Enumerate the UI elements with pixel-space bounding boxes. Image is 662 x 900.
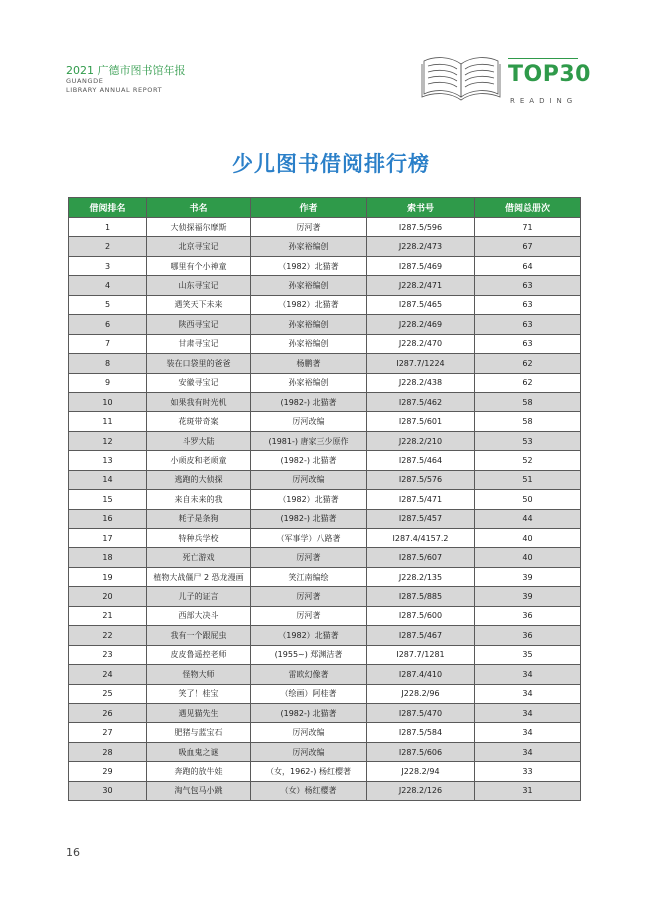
report-title: 2021 广德市图书馆年报	[66, 64, 186, 77]
cell-loans: 62	[475, 354, 581, 373]
cell-author: （女）杨红樱著	[251, 781, 367, 800]
cell-author: 孙家裕编创	[251, 237, 367, 256]
cell-title: 花斑带奇案	[147, 412, 251, 431]
cell-title: 皮皮鲁遥控老师	[147, 645, 251, 664]
table-row	[69, 218, 581, 237]
cell-call-number: I287.5/576	[367, 470, 475, 489]
cell-author: 厉河改编	[251, 412, 367, 431]
table-row	[69, 587, 581, 606]
cell-title: 吸血鬼之谜	[147, 742, 251, 761]
top30-badge: TOP30	[508, 62, 591, 87]
cell-title: 北京寻宝记	[147, 237, 251, 256]
cell-call-number: I287.5/465	[367, 295, 475, 314]
cell-rank: 15	[69, 490, 147, 509]
cell-loans: 34	[475, 703, 581, 722]
cell-call-number: I287.5/607	[367, 548, 475, 567]
cell-author: 厉河著	[251, 218, 367, 237]
cell-call-number: I287.5/457	[367, 509, 475, 528]
table-row	[69, 431, 581, 450]
table-row	[69, 451, 581, 470]
cell-rank: 4	[69, 276, 147, 295]
cell-loans: 39	[475, 587, 581, 606]
table-row	[69, 315, 581, 334]
cell-title: 逃跑的大侦探	[147, 470, 251, 489]
cell-rank: 7	[69, 334, 147, 353]
cell-rank: 20	[69, 587, 147, 606]
cell-author: （1982）北猫著	[251, 626, 367, 645]
cell-loans: 58	[475, 412, 581, 431]
cell-call-number: J228.2/94	[367, 762, 475, 781]
cell-loans: 39	[475, 567, 581, 586]
table-row	[69, 412, 581, 431]
cell-rank: 18	[69, 548, 147, 567]
cell-title: 我有一个跟屁虫	[147, 626, 251, 645]
report-header	[66, 64, 186, 95]
cell-call-number: I287.7/1224	[367, 354, 475, 373]
cell-loans: 62	[475, 373, 581, 392]
cell-call-number: J228.2/135	[367, 567, 475, 586]
cell-rank: 21	[69, 606, 147, 625]
cell-title: 甘肃寻宝记	[147, 334, 251, 353]
header-author: 作者	[251, 198, 367, 218]
cell-title: 笑了！桂宝	[147, 684, 251, 703]
cell-loans: 34	[475, 684, 581, 703]
cell-author: （1982）北猫著	[251, 295, 367, 314]
cell-call-number: I287.7/1281	[367, 645, 475, 664]
cell-call-number: I287.5/885	[367, 587, 475, 606]
cell-loans: 64	[475, 256, 581, 275]
cell-rank: 25	[69, 684, 147, 703]
cell-author: 杨鹏著	[251, 354, 367, 373]
cell-title: 耗子是条狗	[147, 509, 251, 528]
table-row	[69, 626, 581, 645]
cell-loans: 40	[475, 548, 581, 567]
cell-rank: 27	[69, 723, 147, 742]
cell-call-number: I287.5/464	[367, 451, 475, 470]
cell-rank: 22	[69, 626, 147, 645]
cell-loans: 52	[475, 451, 581, 470]
cell-title: 西部大决斗	[147, 606, 251, 625]
table-row	[69, 781, 581, 800]
table-row	[69, 470, 581, 489]
cell-author: 孙家裕编创	[251, 315, 367, 334]
cell-call-number: J228.2/471	[367, 276, 475, 295]
cell-title: 死亡游戏	[147, 548, 251, 567]
cell-author: （1982）北猫著	[251, 256, 367, 275]
cell-title: 装在口袋里的爸爸	[147, 354, 251, 373]
cell-rank: 16	[69, 509, 147, 528]
table-row	[69, 354, 581, 373]
cell-rank: 2	[69, 237, 147, 256]
cell-title: 奔跑的放牛娃	[147, 762, 251, 781]
cell-call-number: J228.2/473	[367, 237, 475, 256]
cell-loans: 33	[475, 762, 581, 781]
header-title: 书名	[147, 198, 251, 218]
cell-author: (1982-) 北猫著	[251, 451, 367, 470]
cell-loans: 71	[475, 218, 581, 237]
cell-title: 斗罗大陆	[147, 431, 251, 450]
cell-call-number: I287.4/4157.2	[367, 529, 475, 548]
cell-loans: 63	[475, 315, 581, 334]
cell-author: 笑江南编绘	[251, 567, 367, 586]
table-row	[69, 529, 581, 548]
cell-loans: 36	[475, 626, 581, 645]
header-call-number: 索书号	[367, 198, 475, 218]
cell-loans: 63	[475, 276, 581, 295]
cell-title: 安徽寻宝记	[147, 373, 251, 392]
cell-author: (1982-) 北猫著	[251, 509, 367, 528]
header-loans: 借阅总册次	[475, 198, 581, 218]
cell-author: (1982-) 北猫著	[251, 703, 367, 722]
table-row	[69, 684, 581, 703]
cell-loans: 35	[475, 645, 581, 664]
cell-title: 小顽皮和老顽童	[147, 451, 251, 470]
cell-author: 孙家裕编创	[251, 373, 367, 392]
cell-author: （绘画）阿桂著	[251, 684, 367, 703]
cell-loans: 63	[475, 295, 581, 314]
cell-call-number: I287.5/596	[367, 218, 475, 237]
cell-title: 怪物大师	[147, 665, 251, 684]
cell-loans: 67	[475, 237, 581, 256]
cell-call-number: I287.5/470	[367, 703, 475, 722]
table-row	[69, 392, 581, 411]
cell-author: 厉河改编	[251, 723, 367, 742]
cell-call-number: I287.5/469	[367, 256, 475, 275]
cell-call-number: I287.5/600	[367, 606, 475, 625]
table-row	[69, 742, 581, 761]
cell-loans: 63	[475, 334, 581, 353]
cell-author: （女，1962-) 杨红樱著	[251, 762, 367, 781]
cell-rank: 29	[69, 762, 147, 781]
cell-author: 厉河改编	[251, 470, 367, 489]
cell-title: 大侦探福尔摩斯	[147, 218, 251, 237]
table-row	[69, 762, 581, 781]
cell-author: (1981-) 唐家三少原作	[251, 431, 367, 450]
cell-author: 孙家裕编创	[251, 334, 367, 353]
table-header-row	[69, 198, 581, 218]
table-row	[69, 490, 581, 509]
cell-loans: 40	[475, 529, 581, 548]
table-row	[69, 723, 581, 742]
cell-title: 来自未来的我	[147, 490, 251, 509]
cell-loans: 50	[475, 490, 581, 509]
cell-call-number: J228.2/96	[367, 684, 475, 703]
cell-rank: 30	[69, 781, 147, 800]
cell-rank: 24	[69, 665, 147, 684]
cell-loans: 53	[475, 431, 581, 450]
cell-loans: 34	[475, 665, 581, 684]
cell-call-number: I287.5/606	[367, 742, 475, 761]
table-row	[69, 606, 581, 625]
cell-call-number: J228.2/470	[367, 334, 475, 353]
cell-title: 肥猪与蓝宝石	[147, 723, 251, 742]
cell-author: 雷欧幻像著	[251, 665, 367, 684]
table-row	[69, 509, 581, 528]
cell-rank: 9	[69, 373, 147, 392]
cell-rank: 28	[69, 742, 147, 761]
cell-author: 厉河著	[251, 587, 367, 606]
cell-call-number: J228.2/126	[367, 781, 475, 800]
cell-title: 植物大战僵尸 2 恐龙漫画	[147, 567, 251, 586]
cell-author: 孙家裕编创	[251, 276, 367, 295]
cell-loans: 36	[475, 606, 581, 625]
cell-call-number: J228.2/210	[367, 431, 475, 450]
cell-author: 厉河著	[251, 606, 367, 625]
cell-title: 淘气包马小跳	[147, 781, 251, 800]
cell-call-number: I287.4/410	[367, 665, 475, 684]
cell-author: (1982-) 北猫著	[251, 392, 367, 411]
cell-rank: 26	[69, 703, 147, 722]
cell-call-number: J228.2/438	[367, 373, 475, 392]
cell-loans: 34	[475, 742, 581, 761]
cell-title: 遇笑天下未来	[147, 295, 251, 314]
cell-rank: 11	[69, 412, 147, 431]
cell-rank: 6	[69, 315, 147, 334]
report-subtitle-line1: GUANGDE	[66, 77, 104, 85]
badge-rule	[508, 58, 578, 59]
cell-call-number: I287.5/471	[367, 490, 475, 509]
cell-author: （军事学）八路著	[251, 529, 367, 548]
cell-rank: 19	[69, 567, 147, 586]
table-row	[69, 256, 581, 275]
cell-loans: 44	[475, 509, 581, 528]
cell-rank: 13	[69, 451, 147, 470]
cell-rank: 1	[69, 218, 147, 237]
cell-author: 厉河著	[251, 548, 367, 567]
cell-title: 儿子的证言	[147, 587, 251, 606]
cell-title: 陕西寻宝记	[147, 315, 251, 334]
table-row	[69, 295, 581, 314]
cell-rank: 14	[69, 470, 147, 489]
cell-rank: 10	[69, 392, 147, 411]
report-subtitle-line2: LIBRARY ANNUAL REPORT	[66, 86, 163, 94]
cell-author: （1982）北猫著	[251, 490, 367, 509]
cell-loans: 51	[475, 470, 581, 489]
cell-title: 如果我有时光机	[147, 392, 251, 411]
reading-label: READING	[510, 97, 578, 105]
cell-title: 山东寻宝记	[147, 276, 251, 295]
cell-author: 厉河改编	[251, 742, 367, 761]
table-row	[69, 548, 581, 567]
cell-rank: 5	[69, 295, 147, 314]
table-row	[69, 645, 581, 664]
cell-rank: 17	[69, 529, 147, 548]
page-title: 少儿图书借阅排行榜	[232, 152, 430, 176]
table-row	[69, 567, 581, 586]
cell-call-number: I287.5/601	[367, 412, 475, 431]
cell-rank: 8	[69, 354, 147, 373]
cell-title: 特种兵学校	[147, 529, 251, 548]
cell-title: 哪里有个小神童	[147, 256, 251, 275]
open-book-icon	[420, 52, 502, 102]
cell-loans: 34	[475, 723, 581, 742]
cell-call-number: I287.5/467	[367, 626, 475, 645]
table-row	[69, 665, 581, 684]
table-row	[69, 237, 581, 256]
cell-call-number: I287.5/462	[367, 392, 475, 411]
page-number: 16	[66, 846, 80, 859]
cell-call-number: J228.2/469	[367, 315, 475, 334]
header-rank: 借阅排名	[69, 198, 147, 218]
cell-author: (1955~) 郑渊洁著	[251, 645, 367, 664]
table-row	[69, 276, 581, 295]
table-row	[69, 703, 581, 722]
cell-loans: 58	[475, 392, 581, 411]
table-row	[69, 334, 581, 353]
cell-title: 遇见猫先生	[147, 703, 251, 722]
cell-rank: 12	[69, 431, 147, 450]
cell-rank: 23	[69, 645, 147, 664]
table-row	[69, 373, 581, 392]
cell-rank: 3	[69, 256, 147, 275]
ranking-table	[68, 197, 581, 801]
cell-call-number: I287.5/584	[367, 723, 475, 742]
cell-loans: 31	[475, 781, 581, 800]
